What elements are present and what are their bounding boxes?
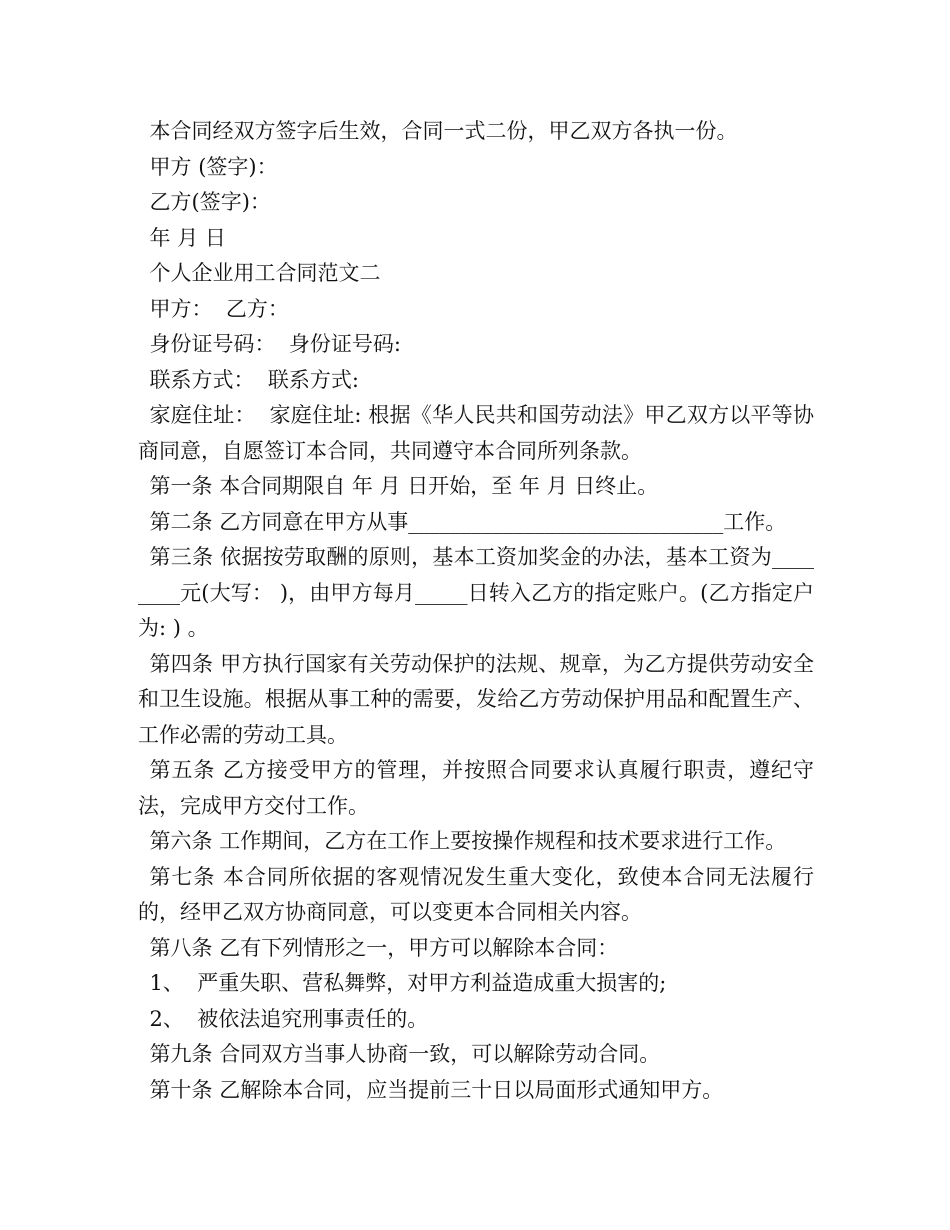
paragraph-address-preamble: 家庭住址： 家庭住址: 根据《华人民共和国劳动法》甲乙双方以平等协商同意，自愿签订本合同，共同遵守本合同所列条款。 (138, 403, 814, 463)
paragraph-party-a-signature: 甲方 (签字)： (149, 154, 278, 179)
article-6: 第六条 工作期间，乙方在工作上要按操作规程和技术要求进行工作。 (149, 829, 787, 853)
paragraph-date-line: 年 月 日 (149, 225, 226, 250)
article-8-item-2: 2、 被依法追究刑事责任的。 (149, 1006, 429, 1031)
paragraph-contact-info: 联系方式： 联系方式: (149, 367, 359, 392)
article-7: 第七条 本合同所依据的客观情况发生重大变化，致使本合同无法履行的，经甲乙双方协商同意，可以变更本合同相关内容。 (138, 864, 814, 924)
article-10: 第十条 乙解除本合同，应当提前三十日以局面形式通知甲方。 (149, 1077, 724, 1102)
article-9: 第九条 合同双方当事人协商一致，可以解除劳动合同。 (149, 1042, 661, 1066)
paragraph-id-numbers: 身份证号码： 身份证号码: (149, 332, 401, 356)
article-8: 第八条 乙有下列情形之一，甲方可以解除本合同： (149, 935, 619, 960)
article-8-item-1: 1、 严重失职、营私舞弊，对甲方利益造成重大损害的; (149, 971, 667, 995)
article-2: 第二条 乙方同意在甲方从事______________________________工作。 (149, 509, 787, 534)
paragraph-effective-clause: 本合同经双方签字后生效，合同一式二份，甲乙双方各执一份。 (149, 119, 738, 143)
article-4: 第四条 甲方执行国家有关劳动保护的法规、规章，为乙方提供劳动安全和卫生设施。根据从事工种的需要，发给乙方劳动保护用品和配置生产、工作必需的劳动工具。 (138, 651, 814, 747)
paragraph-party-b-signature: 乙方(签字)： (149, 190, 271, 214)
document-section-title: 个人企业用工合同范文二 (149, 261, 381, 285)
article-1: 第一条 本合同期限自 年 月 日开始，至 年 月 日终止。 (149, 474, 659, 498)
article-5: 第五条 乙方接受甲方的管理，并按照合同要求认真履行职责，遵纪守法，完成甲方交付工作。 (138, 758, 814, 818)
document-body (138, 114, 814, 1108)
article-3: 第三条 依据按劳取酬的原则，基本工资加奖金的办法，基本工资为________元(大写： )，由甲方每月_____日转入乙方的指定账户。(乙方指定户为: ) 。 (138, 545, 814, 640)
paragraph-parties: 甲方： 乙方： (149, 296, 289, 321)
